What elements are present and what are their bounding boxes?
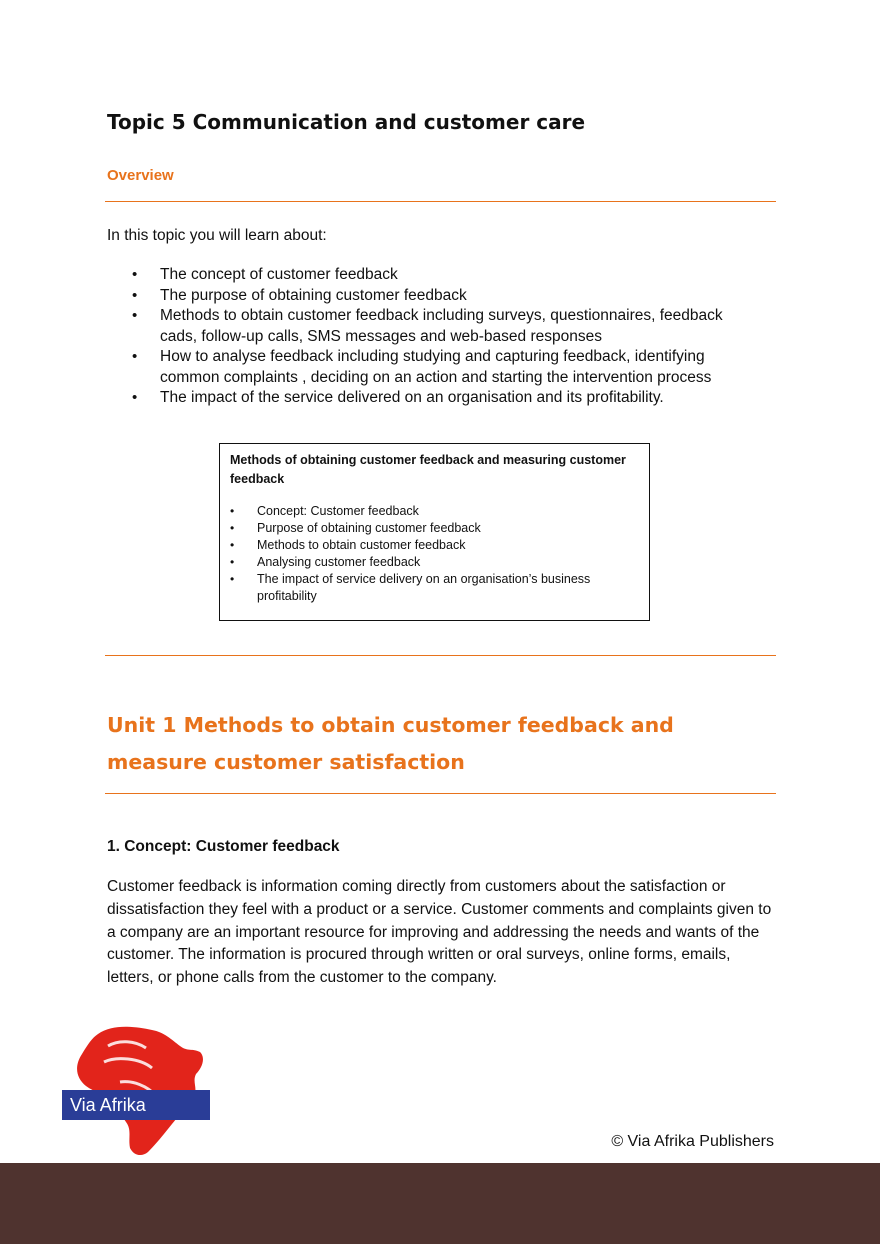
- list-item: • The impact of service delivery on an organisation’s business profitability: [230, 571, 639, 605]
- topic-summary-box: [219, 443, 650, 621]
- list-item: • Purpose of obtaining customer feedback: [230, 520, 639, 537]
- logo-text: Via Afrika: [70, 1095, 146, 1115]
- footer-band: [0, 1163, 880, 1244]
- section-heading: 1. Concept: Customer feedback: [107, 838, 340, 855]
- list-item: • The purpose of obtaining customer feedback: [107, 286, 757, 307]
- unit-title: Unit 1 Methods to obtain customer feedback and measure customer satisfaction: [107, 713, 674, 774]
- list-item: • Analysing customer feedback: [230, 554, 639, 571]
- list-item: • Methods to obtain customer feedback including surveys, questionnaires, feedback cads, follow-up calls, SMS messages and web-based responses: [107, 306, 757, 347]
- list-item: • The impact of the service delivered on an organisation and its profitability.: [107, 388, 757, 409]
- divider: [105, 655, 776, 656]
- summary-box-list: [230, 503, 639, 605]
- summary-box-title: Methods of obtaining customer feedback and measuring customer feedback: [230, 453, 626, 486]
- intro-text: In this topic you will learn about:: [107, 227, 327, 244]
- overview-heading: Overview: [107, 167, 174, 184]
- divider: [105, 201, 776, 202]
- via-afrika-logo: [60, 1022, 212, 1157]
- copyright-notice: © Via Afrika Publishers: [611, 1133, 774, 1150]
- divider: [105, 793, 776, 794]
- section-paragraph: Customer feedback is information coming directly from customers about the satisfaction or dissatisfaction they feel with a product or a service. Customer comments and complaints given to a company are an important resource for improving and addressing the needs and wants of the customer. The information is procured through written or oral surveys, online forms, emails, letters, or phone calls from the customer to the company.: [107, 878, 772, 987]
- learning-list: [107, 265, 757, 409]
- topic-title: Topic 5 Communication and customer care: [107, 110, 586, 134]
- list-item: • How to analyse feedback including studying and capturing feedback, identifying common complaints , deciding on an action and starting the intervention process: [107, 347, 757, 388]
- list-item: • Methods to obtain customer feedback: [230, 537, 639, 554]
- list-item: • Concept: Customer feedback: [230, 503, 639, 520]
- list-item: • The concept of customer feedback: [107, 265, 757, 286]
